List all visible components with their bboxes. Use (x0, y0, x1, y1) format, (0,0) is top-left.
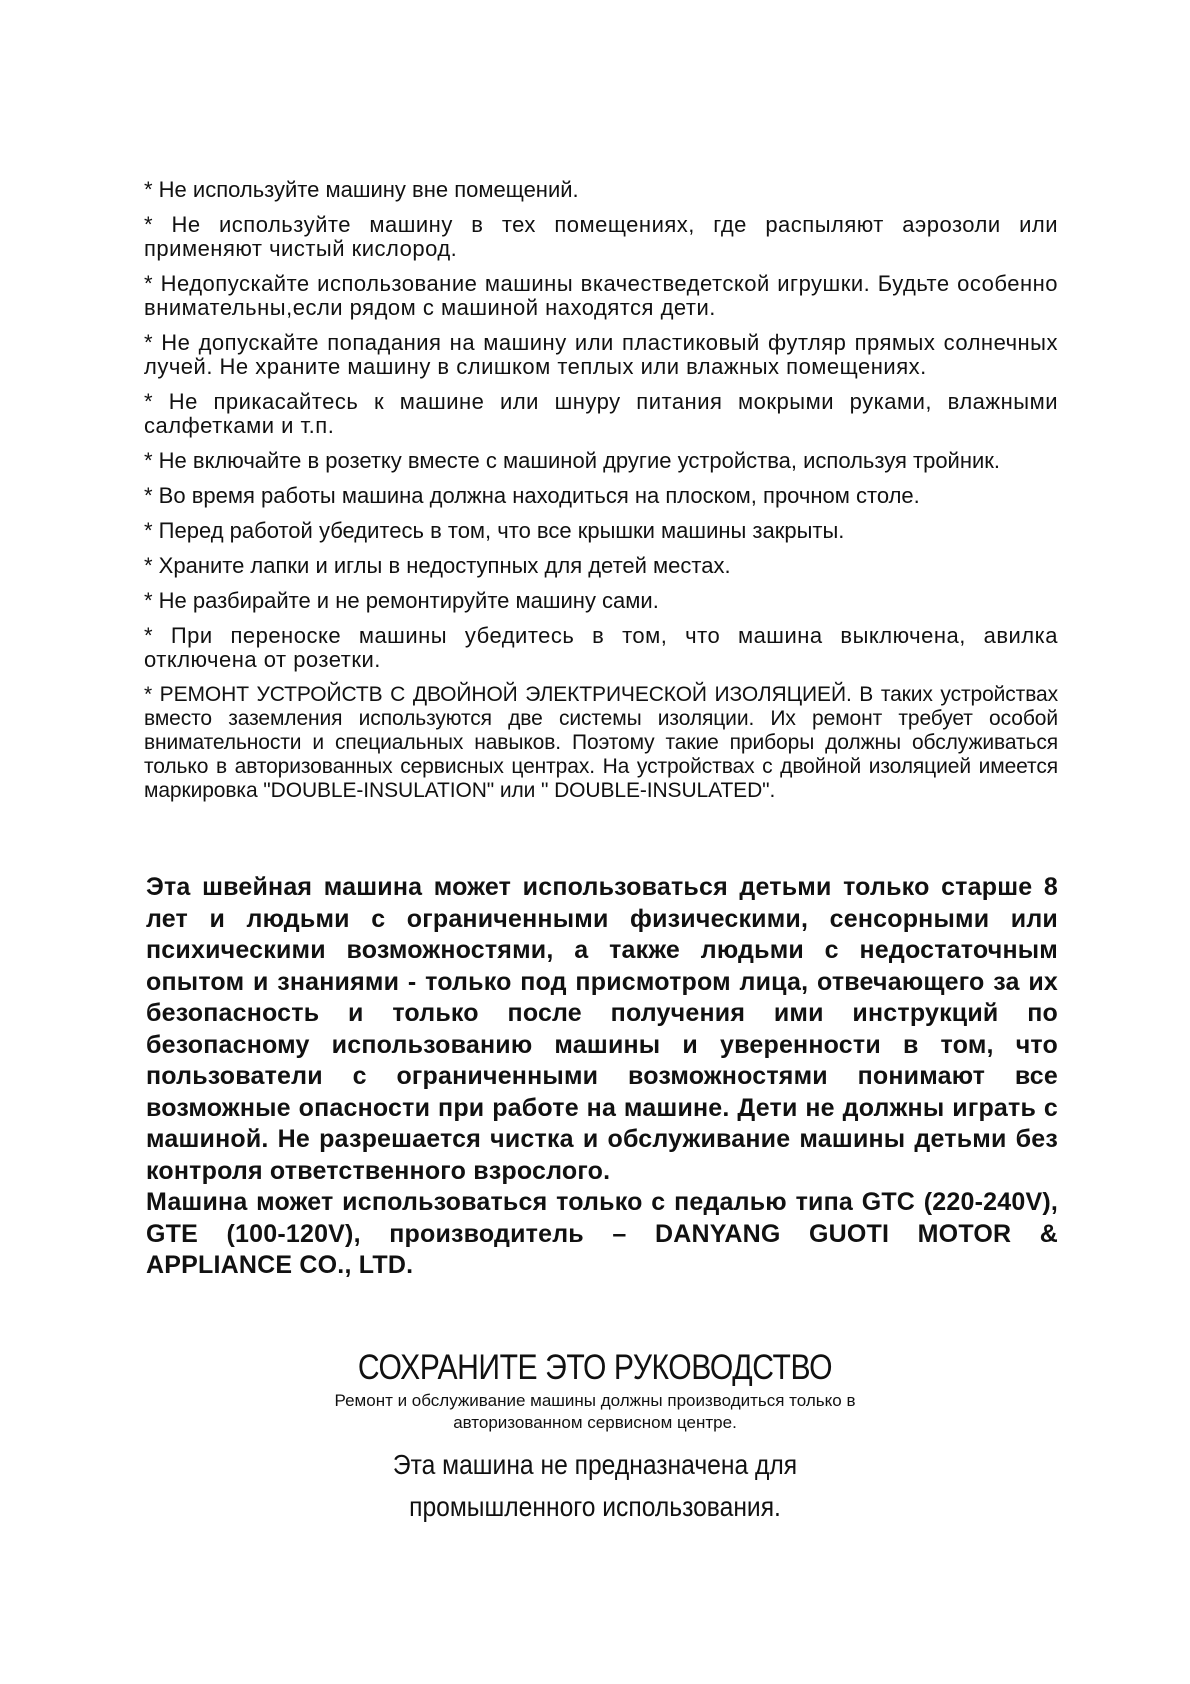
safety-item-covers-closed: * Перед работой убедитесь в том, что все крышки машины закрыты. (144, 518, 845, 543)
safety-item-outdoors: * Не используйте машину вне помещений. (144, 177, 579, 202)
service-note: Ремонт и обслуживание машины должны производиться только в авторизованном сервисном центре. (334, 1391, 856, 1432)
usage-warning-block (146, 872, 1058, 1282)
safety-item-no-disassembly: * Не разбирайте и не ремонтируйте машину сами. (144, 588, 659, 613)
children-warning-paragraph: Эта швейная машина может использоваться детьми только старше 8 лет и людьми с ограниченными физическими, сенсорными или психическими возможностями, а также людьми с недостаточным опытом и знаниями - только под присмотром лица, отвечающего за их безопасность и только после получения ими инструкций по безопасному использованию машины и уверенности в том, что пользователи с ограниченными возможностями понимают все возможные опасности при работе на машине. Дети не должны играть с машиной. Не разрешается чистка и обслуживание машины детьми без контроля ответственного взрослого. (146, 873, 1058, 1185)
pedal-requirement-paragraph: Машина может использоваться только с педалью типа GTC (220-240V), GTE (100-120V), производитель – DANYANG GUOTI MOTOR & APPLIANCE CO., LTD. (146, 1188, 1058, 1279)
safety-item-flat-table: * Во время работы машина должна находиться на плоском, прочном столе. (144, 483, 920, 508)
not-industrial-note: Эта машина не предназначена для промышленного использования. (392, 1449, 798, 1522)
save-manual-block (0, 1348, 1190, 1528)
safety-instructions-list (144, 178, 1058, 814)
save-manual-title: СОХРАНИТЕ ЭТО РУКОВОДСТВО (357, 1348, 833, 1387)
safety-item-sunlight: * Не допускайте попадания на машину или пластиковый футляр прямых солнечных лучей. Не храните машину в слишком теплых или влажных помещениях. (144, 330, 1058, 379)
safety-item-toy: * Недопускайте использование машины вкачестведетской игрушки. Будьте особенно внимательны,если рядом с машиной находятся дети. (144, 271, 1058, 320)
safety-item-aerosols: * Не используйте машину в тех помещениях, где распыляют аэрозоли или применяют чистый кислород. (144, 212, 1058, 261)
safety-item-splitter: * Не включайте в розетку вместе с машиной другие устройства, используя тройник. (144, 448, 1001, 473)
safety-item-double-insulation: * РЕМОНТ УСТРОЙСТВ С ДВОЙНОЙ ЭЛЕКТРИЧЕСКОЙ ИЗОЛЯЦИЕЙ. В таких устройствах вместо заземления используются две системы изоляции. Их ремонт требует особой внимательности и специальных навыков. Поэтому такие приборы должны обслуживаться только в авторизованных сервисных центрах. На устройствах с двойной изоляцией имеется маркировка "DOUBLE-INSULATION" или " DOUBLE-INSULATED". (144, 683, 1058, 802)
safety-item-carrying: * При переноске машины убедитесь в том, что машина выключена, авилка отключена от розетки. (144, 623, 1058, 672)
safety-item-feet-needles: * Храните лапки и иглы в недоступных для детей местах. (144, 553, 731, 578)
safety-item-wet-hands: * Не прикасайтесь к машине или шнуру питания мокрыми руками, влажными салфетками и т.п. (144, 389, 1058, 438)
